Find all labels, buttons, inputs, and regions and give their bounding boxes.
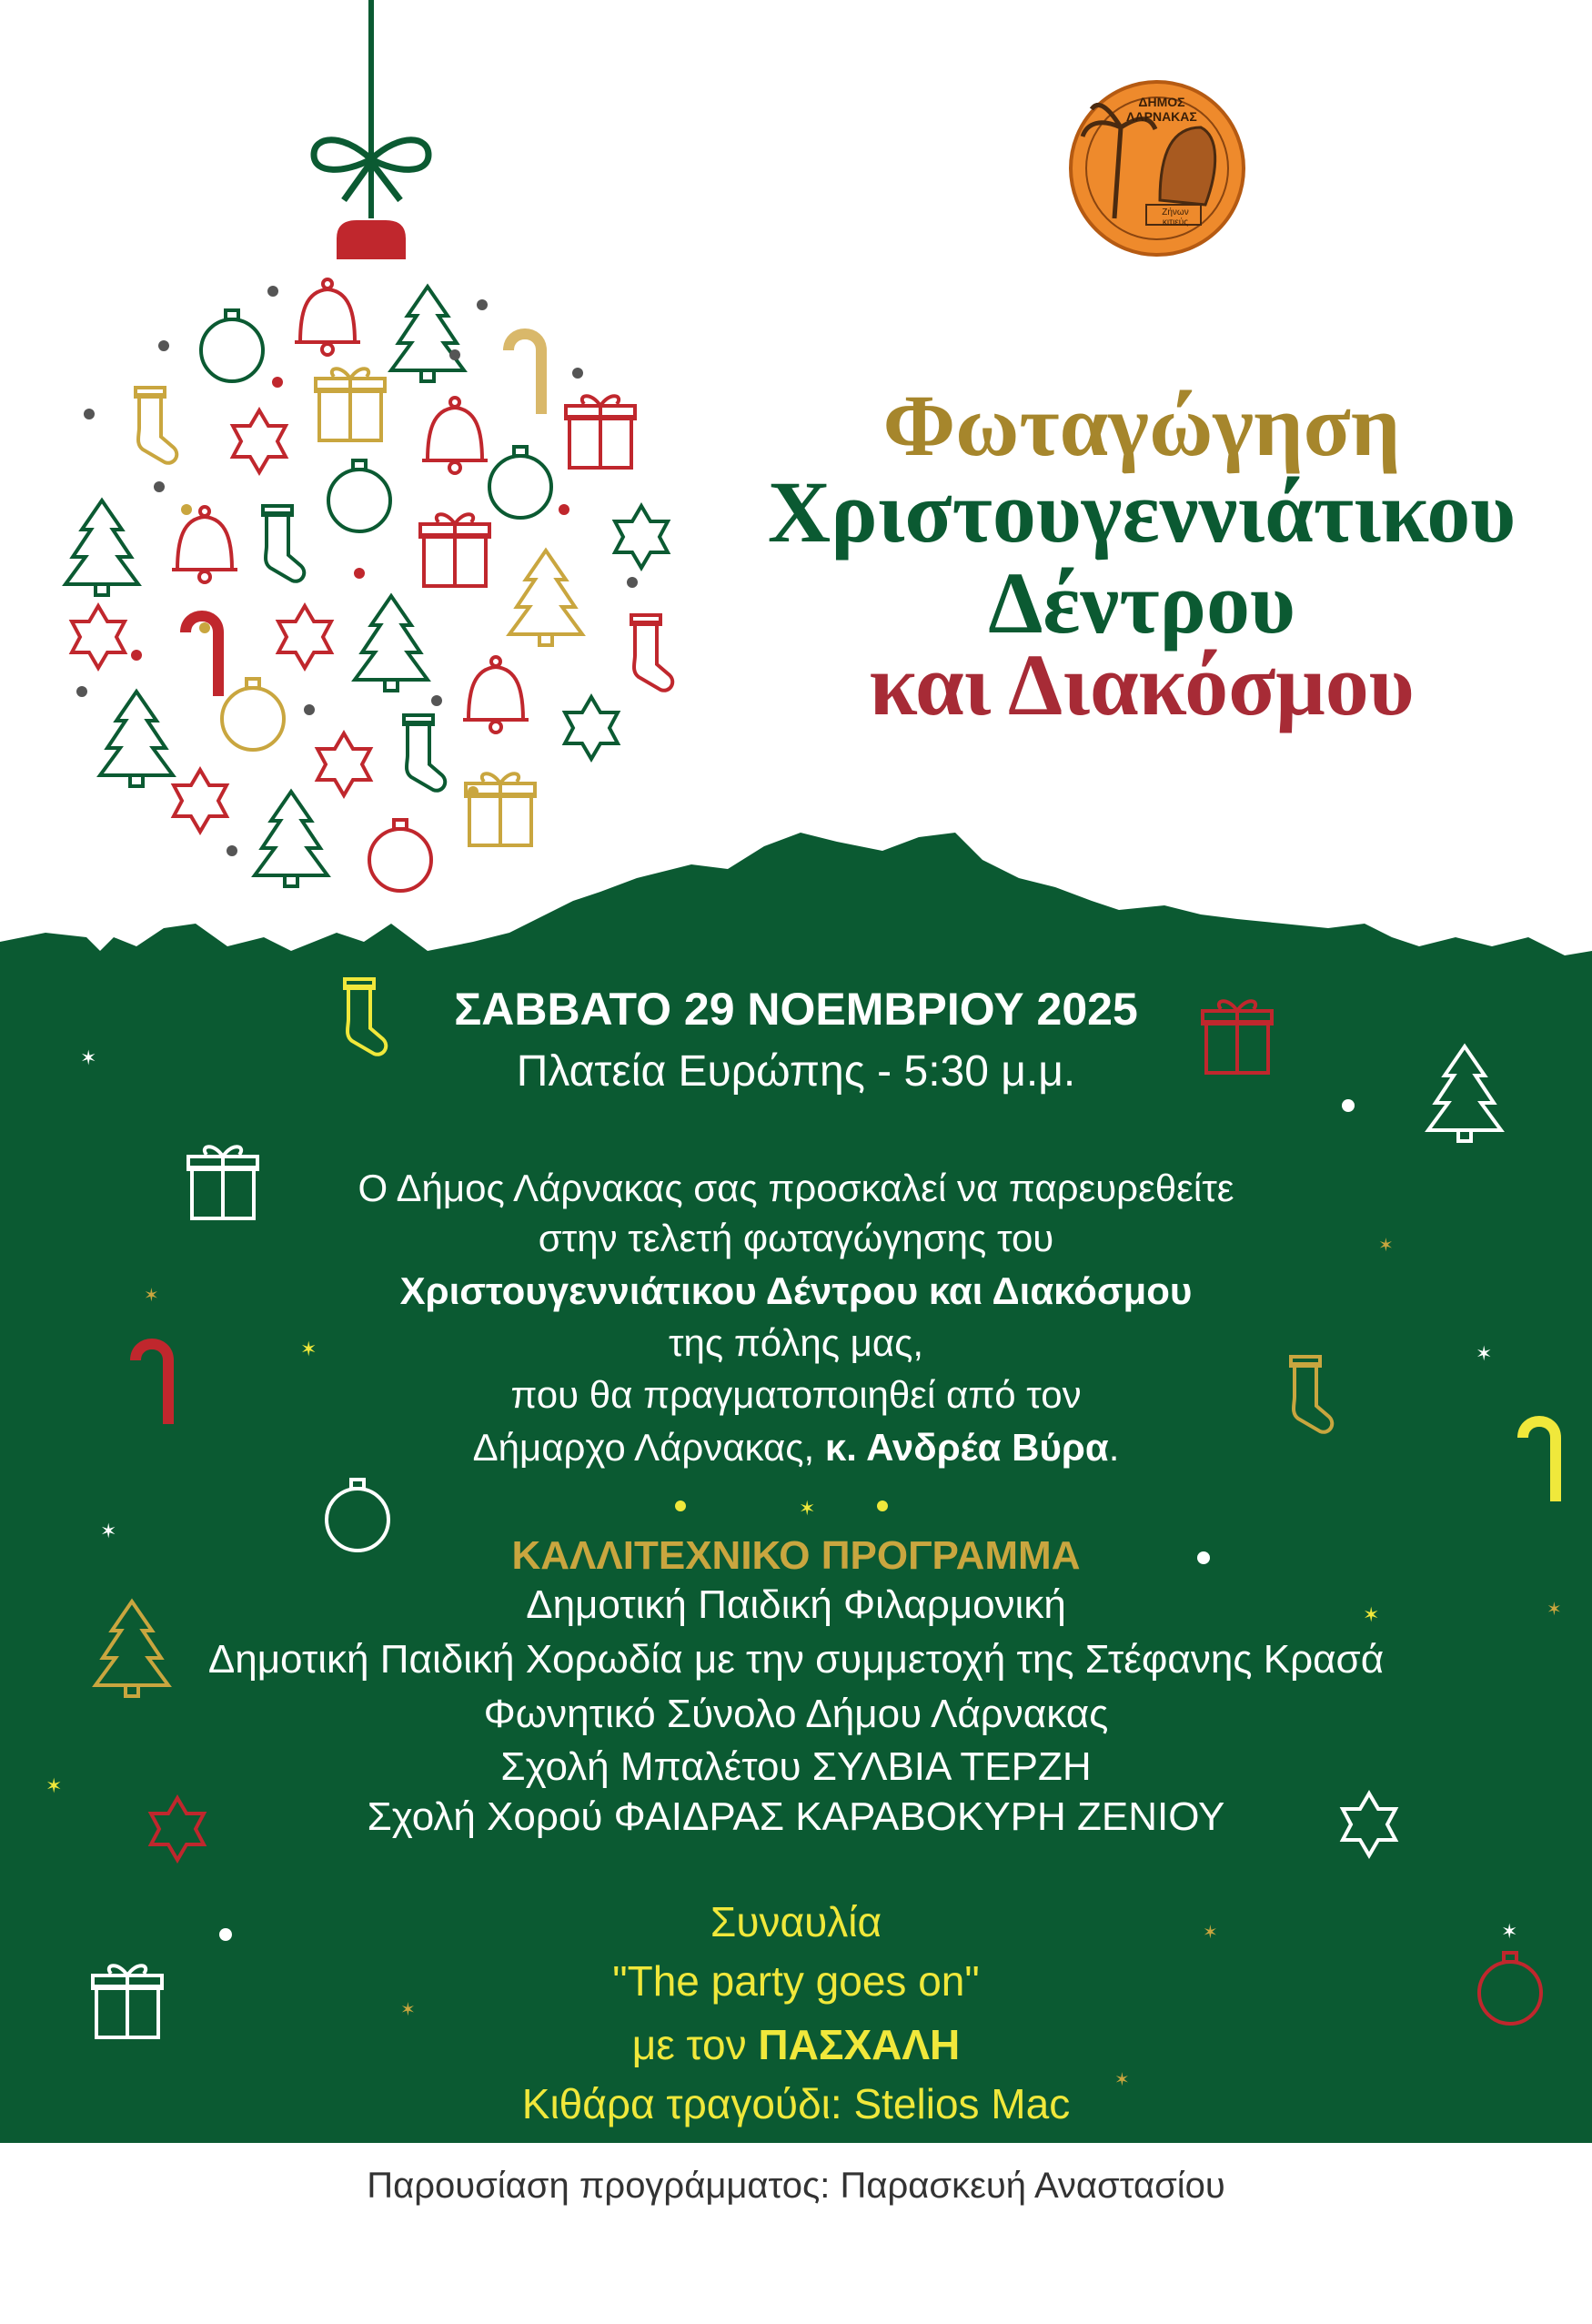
mayor-suffix: .: [1108, 1426, 1120, 1469]
svg-text:✶: ✶: [799, 1498, 816, 1521]
program-heading: ΚΑΛΛΙΤΕΧΝΙΚΟ ΠΡΟΓΡΑΜΜΑ: [511, 1533, 1081, 1578]
svg-text:✶: ✶: [1363, 1604, 1380, 1627]
artist-name: ΠΑΣΧΑΛΗ: [758, 2021, 961, 2068]
concert-artist: [0, 2020, 1592, 2069]
svg-text:✶: ✶: [1114, 2068, 1130, 2090]
title-line-3: Δέντρου: [988, 554, 1295, 652]
svg-text:✶: ✶: [1378, 1234, 1394, 1256]
title-line-4: και Διακόσμου: [869, 636, 1415, 733]
concert-guitar: Κιθάρα τραγούδι: Stelios Mac: [521, 2080, 1071, 2127]
event-place: Πλατεία Ευρώπης - 5:30 μ.μ.: [516, 1047, 1076, 1096]
mayor-prefix: Δήμαρχο Λάρνακας,: [472, 1426, 825, 1469]
event-date: ΣΑΒΒΑΤΟ 29 ΝΟΕΜΒΡΙΟΥ 2025: [454, 984, 1138, 1035]
program-item: Φωνητικό Σύνολο Δήμου Λάρνακας: [483, 1692, 1109, 1736]
invitation-line-3: Χριστουγεννιάτικου Δέντρου και Διακόσμου: [399, 1269, 1193, 1312]
logo-bottom-text: Ζήνων κιτιεύς: [1162, 207, 1189, 227]
svg-text:✶: ✶: [300, 1339, 317, 1361]
svg-text:✶: ✶: [80, 1047, 97, 1070]
svg-text:✶: ✶: [1476, 1343, 1493, 1366]
mayor-name: κ. Ανδρέα Βύρα: [824, 1426, 1109, 1469]
artist-prefix: με τον: [631, 2021, 759, 2068]
svg-text:✶: ✶: [1547, 1598, 1562, 1620]
invitation-line-5: που θα πραγματοποιηθεί από τον: [510, 1373, 1082, 1416]
municipality-logo: [1071, 82, 1244, 255]
title-line-1: Φωταγώγηση: [882, 377, 1401, 474]
program-presenter: Παρουσίαση προγράμματος: Παρασκευή Αναστασίου: [367, 2166, 1225, 2206]
invitation-line-2: στην τελετή φωταγώγησης του: [538, 1217, 1054, 1259]
invitation-line-6: [0, 1426, 1592, 1469]
concert-title: "The party goes on": [612, 1957, 980, 2005]
svg-text:✶: ✶: [400, 1998, 416, 2020]
svg-text:✶: ✶: [1203, 1921, 1218, 1943]
svg-text:✶: ✶: [45, 1775, 63, 1798]
program-item: Δημοτική Παιδική Χορωδία με την συμμετοχή της Στέφανης Κρασά: [207, 1637, 1385, 1682]
program-item: Σχολή Χορού ΦΑΙΔΡΑΣ ΚΑΡΑΒΟΚΥΡΗ ΖΕΝΙΟΥ: [367, 1794, 1225, 1839]
program-item: Δημοτική Παιδική Φιλαρμονική: [526, 1582, 1066, 1627]
program-item: Σχολή Μπαλέτου ΣΥΛΒΙΑ ΤΕΡΖΗ: [500, 1744, 1092, 1789]
svg-text:✶: ✶: [100, 1521, 117, 1543]
title-line-2: Χριστουγεννιάτικου: [767, 463, 1516, 561]
svg-text:✶: ✶: [1501, 1921, 1518, 1944]
svg-text:✶: ✶: [144, 1284, 159, 1306]
concert-label: Συναυλία: [710, 1898, 882, 1945]
invitation-line-1: Ο Δήμος Λάρνακας σας προσκαλεί να παρευρεθείτε: [358, 1167, 1234, 1209]
logo-top-text: ΔΗΜΟΣ ΛΑΡΝΑΚΑΣ: [1126, 95, 1197, 124]
invitation-line-4: της πόλης μας,: [668, 1321, 924, 1364]
